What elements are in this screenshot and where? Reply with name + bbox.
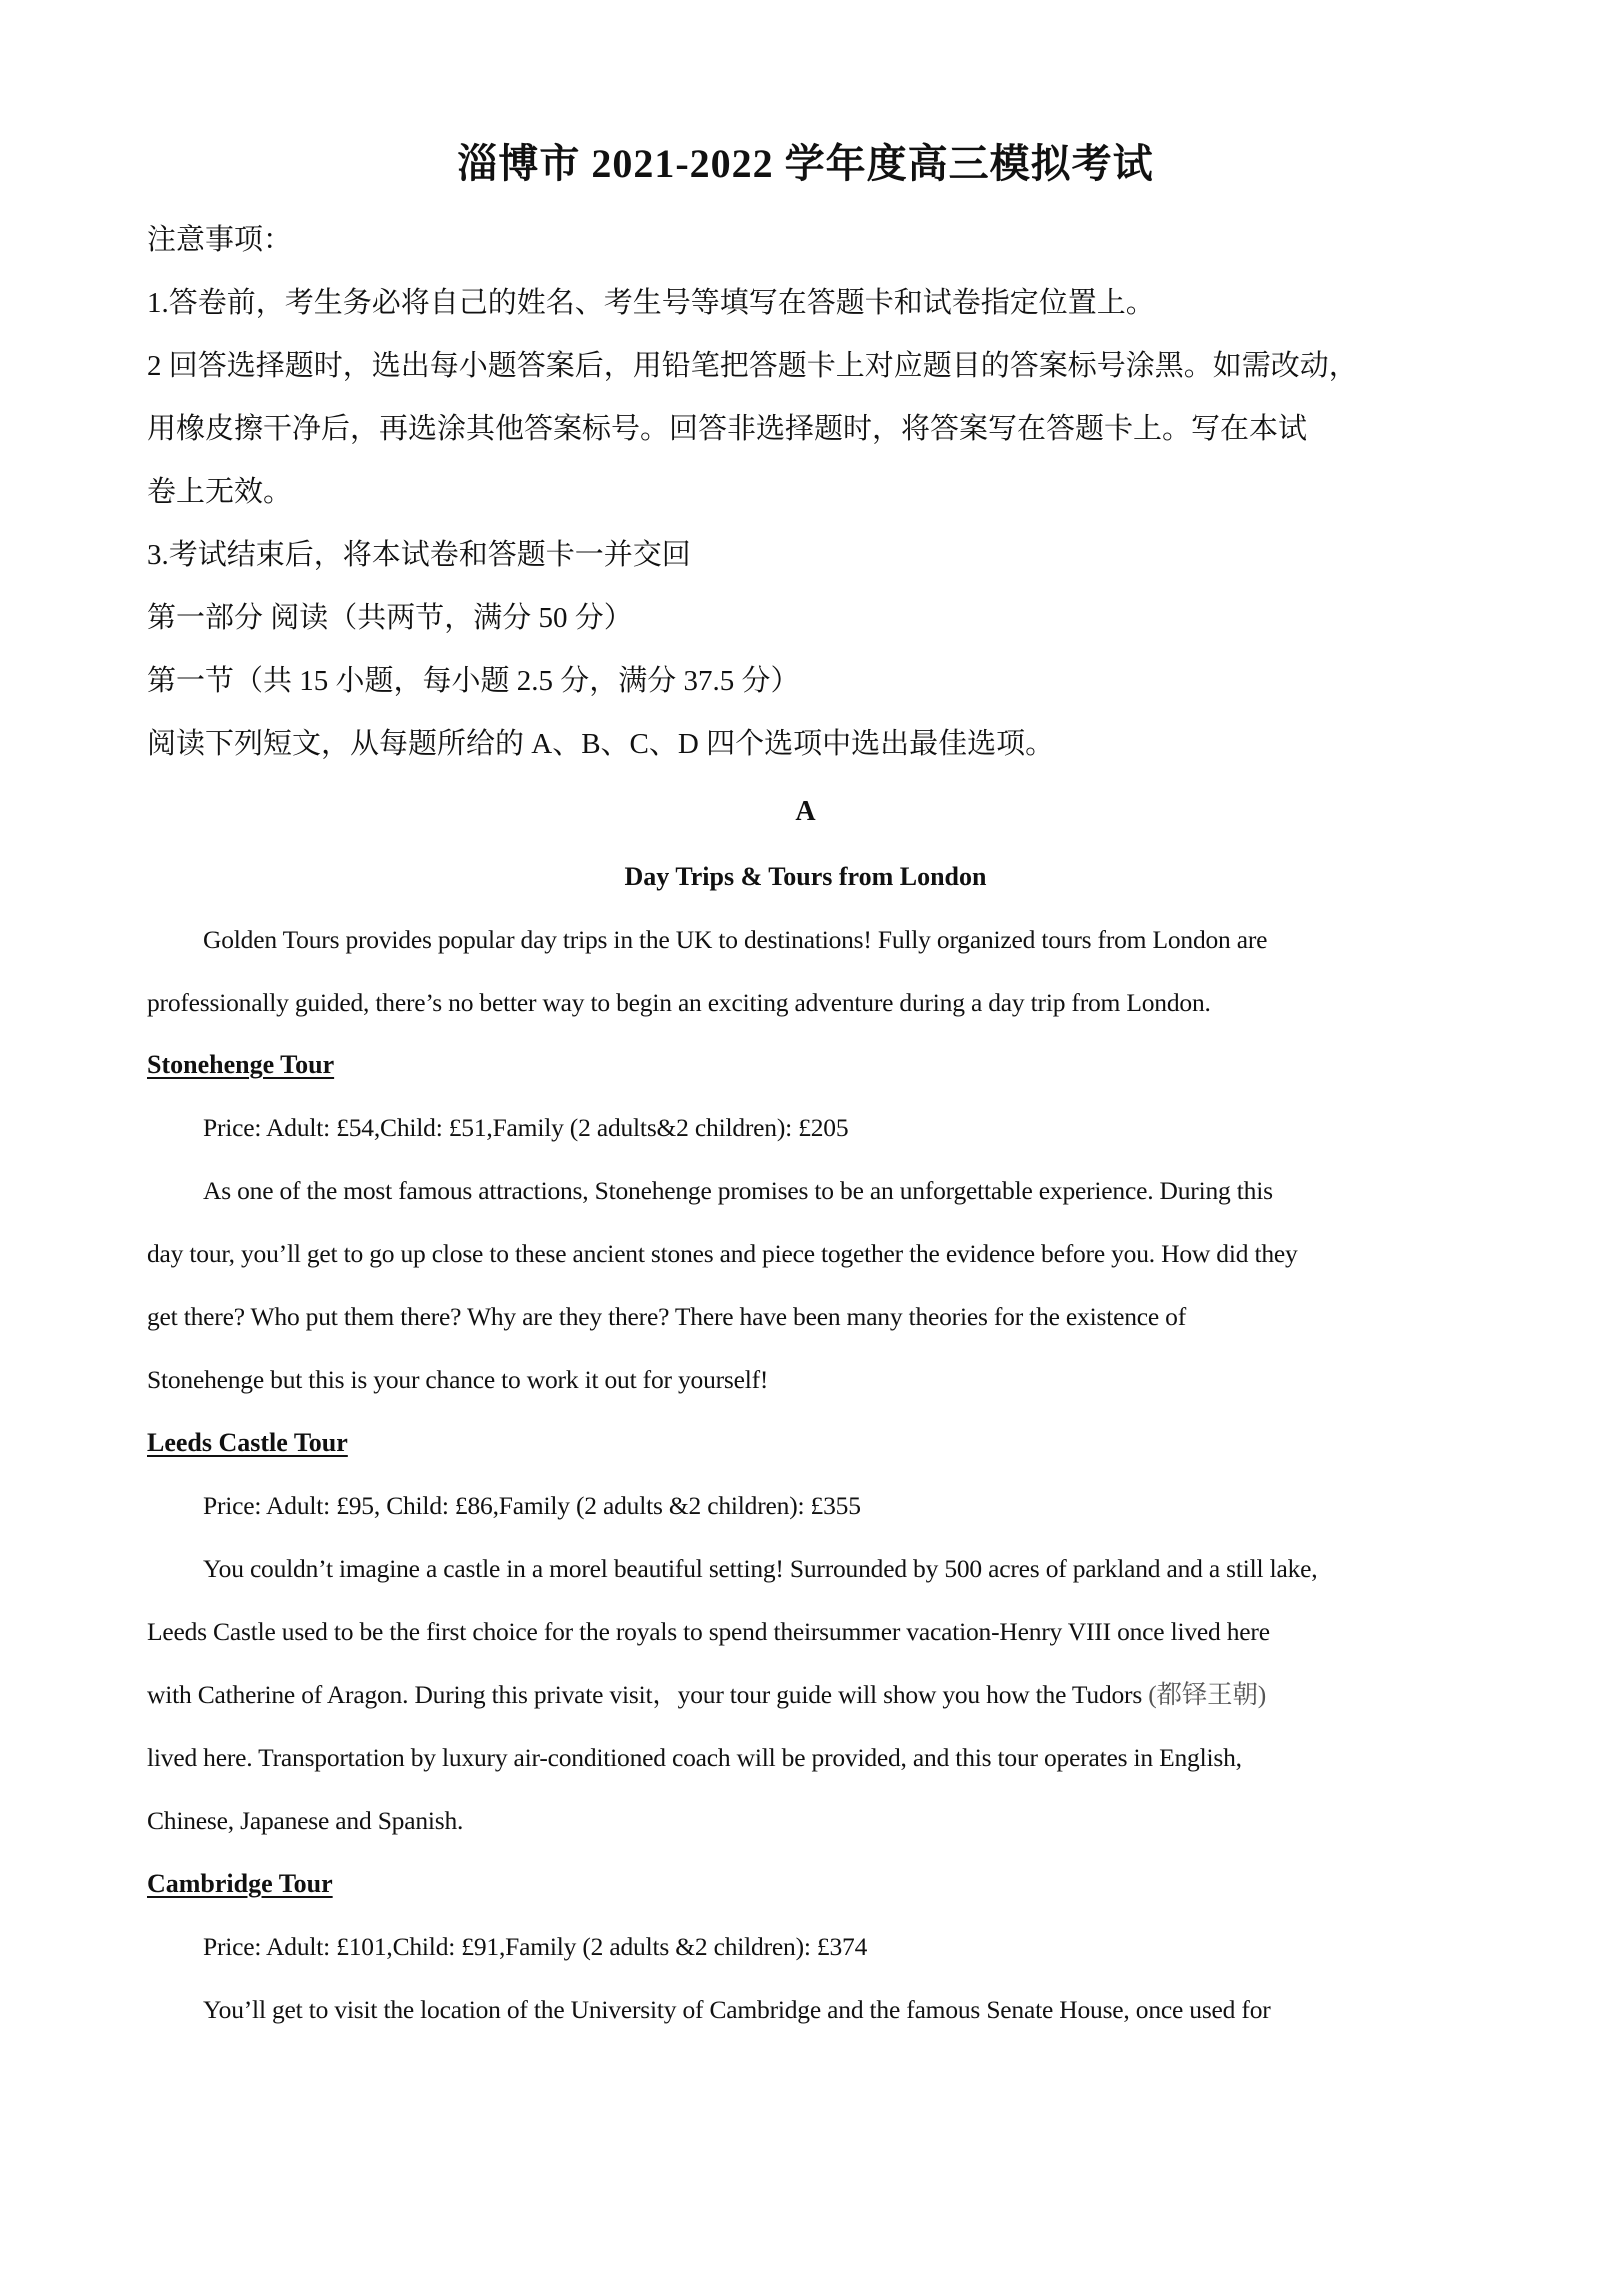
passage-title: Day Trips & Tours from London <box>624 862 987 891</box>
tour-text-line: lived here. Transportation by luxury air-conditioned coach will be provided, and this tour operates in English, <box>147 1743 1242 1772</box>
notice-item-3: 3.考试结束后，将本试卷和答题卡一并交回 <box>147 539 691 571</box>
tour-text-line: You couldn’t imagine a castle in a morel beautiful setting! Surrounded by 500 acres of parkland and a still lake, <box>203 1554 1318 1583</box>
notice-heading: 注意事项： <box>147 224 293 256</box>
passage-letter: A <box>795 796 816 827</box>
tour-text-line: day tour, you’ll get to go up close to these ancient stones and piece together the evidence before you. How did they <box>147 1239 1298 1268</box>
part-heading: 第一部分 阅读（共两节，满分 50 分） <box>147 602 633 634</box>
tour-text-line: As one of the most famous attractions, Stonehenge promises to be an unforgettable experience. During this <box>203 1176 1273 1205</box>
exam-title: 淄博市 2021-2022 学年度高三模拟考试 <box>457 141 1154 186</box>
instruction-text: 阅读下列短文，从每题所给的 A、B、C、D 四个选项中选出最佳选项。 <box>147 728 1055 760</box>
tour-text: with Catherine of Aragon. During this private visit，your tour guide will show you how the Tudors <box>147 1680 1149 1709</box>
tour-price-leeds-castle: Price: Adult: £95, Child: £86,Family (2 adults &2 children): £355 <box>203 1491 861 1520</box>
chinese-gloss: (都铎王朝) <box>1148 1680 1267 1709</box>
tour-text-line: You’ll get to visit the location of the University of Cambridge and the famous Senate House, once used for <box>203 1995 1271 2024</box>
tour-price-cambridge: Price: Adult: £101,Child: £91,Family (2 adults &2 children): £374 <box>203 1932 868 1961</box>
notice-item-2-end: 卷上无效。 <box>147 476 293 508</box>
section-heading: 第一节（共 15 小题，每小题 2.5 分，满分 37.5 分） <box>147 665 800 697</box>
notice-item-1: 1.答卷前，考生务必将自己的姓名、考生号等填写在答题卡和试卷指定位置上。 <box>147 287 1155 319</box>
tour-price-stonehenge: Price: Adult: £54,Child: £51,Family (2 adults&2 children): £205 <box>203 1113 849 1142</box>
intro-line-1: Golden Tours provides popular day trips in the UK to destinations! Fully organized tours from London are <box>203 925 1268 954</box>
tour-text-line: get there? Who put them there? Why are they there? There have been many theories for the existence of <box>147 1302 1186 1331</box>
tour-text-line-with-gloss <box>147 1675 1487 1715</box>
tour-heading-cambridge: Cambridge Tour <box>147 1869 333 1898</box>
tour-heading-leeds-castle: Leeds Castle Tour <box>147 1428 348 1457</box>
tour-text-line: Leeds Castle used to be the first choice for the royals to spend theirsummer vacation-Henry VIII once lived here <box>147 1617 1270 1646</box>
tour-heading-stonehenge: Stonehenge Tour <box>147 1050 335 1079</box>
notice-item-2: 2 回答选择题时，选出每小题答案后，用铅笔把答题卡上对应题目的答案标号涂黑。如需改动， <box>147 350 1358 382</box>
tour-text-line: Stonehenge but this is your chance to work it out for yourself! <box>147 1365 769 1394</box>
notice-item-2-cont: 用橡皮擦干净后，再选涂其他答案标号。回答非选择题时，将答案写在答题卡上。写在本试 <box>147 413 1308 445</box>
intro-line-2: professionally guided, there’s no better way to begin an exciting adventure during a day trip from London. <box>147 988 1211 1017</box>
tour-text-line: Chinese, Japanese and Spanish. <box>147 1806 464 1835</box>
